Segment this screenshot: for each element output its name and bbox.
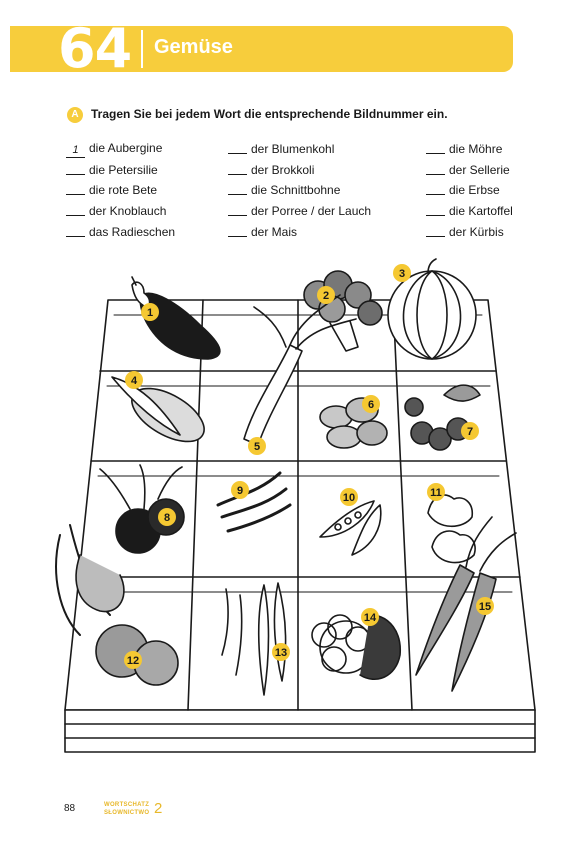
label-10: 10 [342, 492, 356, 504]
word-item: der Sellerie [426, 162, 510, 177]
label-7: 7 [466, 426, 474, 438]
word-item: die rote Bete [66, 182, 157, 197]
header-divider [141, 30, 143, 68]
label-14: 14 [363, 612, 377, 624]
label-13: 13 [274, 647, 288, 659]
footer-label-pl: SŁOWNICTWO [104, 810, 150, 816]
word-item: die Petersilie [66, 162, 158, 177]
label-1: 1 [146, 307, 154, 319]
label-15: 15 [478, 601, 492, 613]
label-5: 5 [253, 441, 261, 453]
task-badge: A [67, 107, 83, 123]
answer-blank[interactable] [228, 224, 247, 237]
word-item: 1 die Aubergine [66, 141, 162, 158]
word-item: der Brokkoli [228, 162, 314, 177]
word-item: die Möhre [426, 141, 502, 156]
label-6: 6 [367, 399, 375, 411]
answer-blank[interactable] [426, 182, 445, 195]
word-item: die Kartoffel [426, 203, 513, 218]
label-8: 8 [163, 512, 171, 524]
task-instruction: Tragen Sie bei jedem Wort die entsprechende Bildnummer ein. [91, 107, 448, 121]
word-item: der Knoblauch [66, 203, 166, 218]
label-2: 2 [322, 290, 330, 302]
footer-label-de: WORTSCHATZ [104, 802, 150, 808]
answer-blank[interactable] [66, 224, 85, 237]
footer-part-number: 2 [154, 800, 163, 817]
page-number: 88 [64, 803, 76, 814]
answer-blank[interactable]: 1 [66, 145, 85, 158]
vegetable-crate-illustration [40, 255, 560, 775]
answer-blank[interactable] [426, 162, 445, 175]
answer-blank[interactable] [228, 182, 247, 195]
answer-blank[interactable] [228, 141, 247, 154]
label-3: 3 [398, 268, 406, 280]
answer-blank[interactable] [426, 224, 445, 237]
label-11: 11 [430, 487, 442, 499]
word-item: der Kürbis [426, 224, 504, 239]
answer-blank[interactable] [228, 203, 247, 216]
word-item: der Blumenkohl [228, 141, 334, 156]
word-item: das Radieschen [66, 224, 175, 239]
word-item: die Schnittbohne [228, 182, 340, 197]
label-9: 9 [236, 485, 244, 497]
unit-number: 64 [58, 17, 132, 80]
answer-blank[interactable] [66, 182, 85, 195]
word-item: die Erbse [426, 182, 500, 197]
label-4: 4 [130, 375, 138, 387]
word-item: der Mais [228, 224, 297, 239]
unit-title: Gemüse [154, 36, 233, 58]
answer-blank[interactable] [426, 141, 445, 154]
answer-blank[interactable] [66, 162, 85, 175]
label-12: 12 [126, 655, 140, 667]
answer-blank[interactable] [228, 162, 247, 175]
word-item: der Porree / der Lauch [228, 203, 371, 218]
answer-blank[interactable] [426, 203, 445, 216]
answer-blank[interactable] [66, 203, 85, 216]
